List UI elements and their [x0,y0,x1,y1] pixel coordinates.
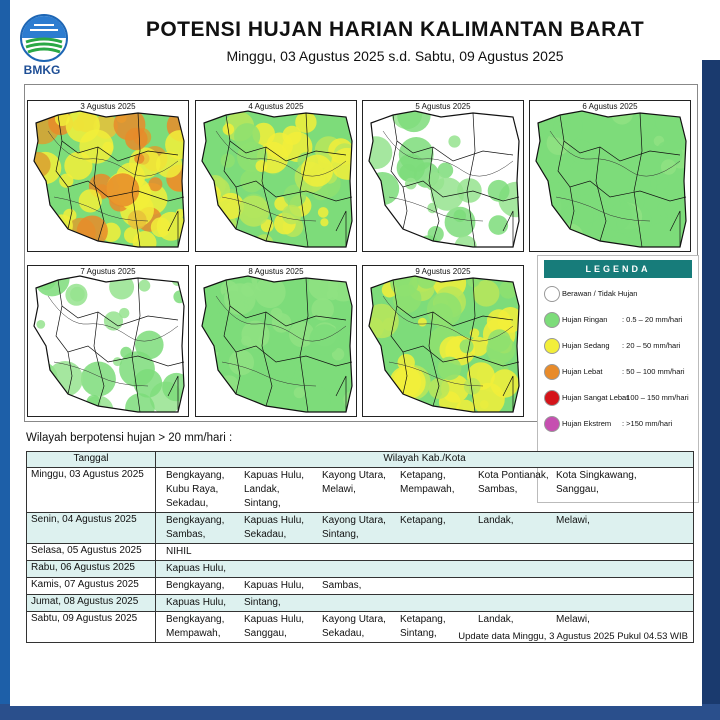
legend-item [538,388,698,408]
area-name: Sekadau, [166,498,209,509]
area-name: Melawi, [556,614,590,625]
area-name: Landak, [478,515,514,526]
kalbar-rainfall-map [363,266,523,416]
legend-item-range: : 100 – 150 mm/hari [622,393,689,402]
background-stripe-right [702,60,720,720]
area-name: Kapuas Hulu, [166,563,227,574]
bmkg-logo [18,14,66,77]
row-date: Kamis, 07 Agustus 2025 [27,578,156,595]
legend-item [538,336,698,356]
row-date: Rabu, 06 Agustus 2025 [27,561,156,578]
map-date-label: 8 Agustus 2025 [248,267,304,276]
legend-item-name: Hujan Sedang [562,341,610,350]
legend-swatch [544,286,560,302]
row-areas [156,544,694,561]
area-name: Sintang, [244,597,281,608]
area-name: Sambas, [166,529,206,540]
kalbar-rainfall-map [196,101,356,251]
legend-item [538,284,698,304]
area-name: Kayong Utara, [322,614,386,625]
legend-swatch [544,338,560,354]
area-name: Kapuas Hulu, [166,597,227,608]
map-date-label: 3 Agustus 2025 [80,102,136,111]
area-name: Mempawah, [400,484,455,495]
area-name: Landak, [478,614,514,625]
area-name: Sambas, [478,484,518,495]
area-name: Bengkayang, [166,515,225,526]
row-date: Senin, 04 Agustus 2025 [27,513,156,544]
legend-item-name: Hujan Lebat [562,367,603,376]
row-areas [156,595,694,612]
area-name: Kota Pontianak, [478,470,549,481]
legend-item-name: Hujan Ekstrem [562,419,612,428]
legend-swatch [544,312,560,328]
area-name: Melawi, [556,515,590,526]
area-name: Ketapang, [400,515,446,526]
legend-item [538,362,698,382]
table-row [27,544,694,561]
page-title: POTENSI HUJAN HARIAN KALIMANTAN BARAT [145,18,645,41]
legend-item-name: Hujan Ringan [562,315,608,324]
legend-item-name: Hujan Sangat Lebat [562,393,629,402]
column-header-wilayah: Wilayah Kab./Kota [156,452,694,468]
kalbar-rainfall-map [28,266,188,416]
area-name: Kayong Utara, [322,470,386,481]
row-date: Sabtu, 09 Agustus 2025 [27,612,156,643]
area-name: Kapuas Hulu, [244,614,305,625]
area-name: NIHIL [166,546,192,557]
area-name: Kota Singkawang, [556,470,637,481]
wilayah-caption: Wilayah berpotensi hujan > 20 mm/hari : [26,432,233,444]
update-timestamp: Update data Minggu, 3 Agustus 2025 Pukul 04.53 WIB [458,631,688,642]
table-row [27,578,694,595]
rain-map-day-5 [27,265,189,417]
area-name: Landak, [244,484,280,495]
row-date: Selasa, 05 Agustus 2025 [27,544,156,561]
area-name: Sekadau, [244,529,287,540]
area-name: Kapuas Hulu, [244,470,305,481]
area-name: Bengkayang, [166,580,225,591]
legend-item-range: : 20 – 50 mm/hari [622,341,681,350]
map-date-label: 9 Agustus 2025 [415,267,471,276]
table-row [27,595,694,612]
area-name: Bengkayang, [166,470,225,481]
area-name: Sintang, [244,498,281,509]
area-name: Sambas, [322,580,362,591]
kalbar-rainfall-map [196,266,356,416]
row-areas [156,513,694,544]
legend-swatch [544,416,560,432]
legend-title: LEGENDA [544,260,692,278]
area-name: Melawi, [322,484,356,495]
area-name: Ketapang, [400,470,446,481]
area-name: Ketapang, [400,614,446,625]
legend-item-name: Berawan / Tidak Hujan [562,289,638,298]
row-areas [156,578,694,595]
rain-map-day-1 [27,100,189,252]
row-areas [156,561,694,578]
background-stripe-bottom [0,704,720,720]
column-header-tanggal: Tanggal [27,452,156,468]
map-date-label: 7 Agustus 2025 [80,267,136,276]
legend-item-range: : >150 mm/hari [622,419,673,428]
area-name: Bengkayang, [166,614,225,625]
area-name: Sanggau, [556,484,599,495]
kalbar-rainfall-map [28,101,188,251]
legend-item [538,414,698,434]
rain-map-day-2 [195,100,357,252]
legend-swatch [544,390,560,406]
map-date-label: 6 Agustus 2025 [582,102,638,111]
row-areas [156,468,694,513]
rain-map-day-6 [195,265,357,417]
area-name: Sanggau, [244,628,287,639]
table-row [27,561,694,578]
rain-map-day-4 [529,100,691,252]
table-row [27,468,694,513]
area-name: Kapuas Hulu, [244,515,305,526]
bmkg-logo-text: BMKG [23,63,61,77]
legend-item [538,310,698,330]
background-stripe-left [0,0,10,720]
map-date-label: 4 Agustus 2025 [248,102,304,111]
map-date-label: 5 Agustus 2025 [415,102,471,111]
area-name: Sintang, [400,628,437,639]
wilayah-table [26,451,694,643]
row-date: Jumat, 08 Agustus 2025 [27,595,156,612]
area-name: Mempawah, [166,628,221,639]
rain-map-day-3 [362,100,524,252]
area-name: Kapuas Hulu, [244,580,305,591]
table-row [27,513,694,544]
kalbar-rainfall-map [530,101,690,251]
area-name: Sintang, [322,529,359,540]
legend-item-range: : 0.5 – 20 mm/hari [622,315,683,324]
area-name: Kayong Utara, [322,515,386,526]
page-subtitle: Minggu, 03 Agustus 2025 s.d. Sabtu, 09 Agustus 2025 [226,48,564,64]
kalbar-rainfall-map [363,101,523,251]
area-name: Kubu Raya, [166,484,219,495]
rain-map-day-7 [362,265,524,417]
bmkg-emblem-icon [20,14,68,62]
row-date: Minggu, 03 Agustus 2025 [27,468,156,513]
area-name: Sekadau, [322,628,365,639]
legend-item-range: : 50 – 100 mm/hari [622,367,685,376]
maps-panel [24,84,698,428]
legend-swatch [544,364,560,380]
